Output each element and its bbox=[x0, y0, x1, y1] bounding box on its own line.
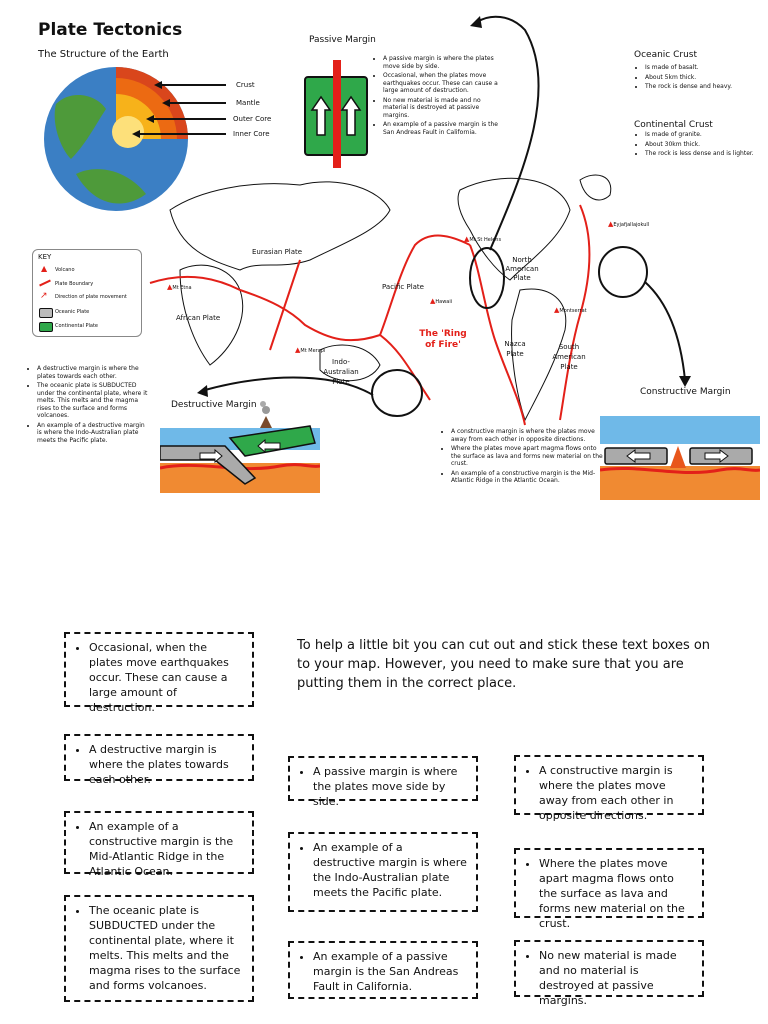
cutout-box[interactable] bbox=[514, 940, 704, 1007]
page-title: Plate Tectonics bbox=[38, 20, 183, 40]
cutout-text: • Where the plates move apart magma flows onto the surface as lava and forms new material on the crust. bbox=[539, 856, 694, 931]
cutout-box[interactable] bbox=[288, 941, 478, 999]
cutout-text: • The oceanic plate is SUBDUCTED under the continental plate, where it melts. This melts and the magma rises to the surface and forms volcanoes. bbox=[89, 903, 244, 993]
mt-st-helens-label: Mt St Helens bbox=[469, 237, 502, 243]
destructive-notes bbox=[26, 365, 148, 446]
cutout-text: • An example of a destructive margin is where the Indo-Australian plate meets the Pacific plate. bbox=[313, 840, 468, 900]
volcano-icon: ▲ bbox=[608, 220, 614, 228]
nazca-plate-label: Nazca Plate bbox=[504, 340, 526, 358]
earth-structure-title: The Structure of the Earth bbox=[38, 49, 169, 60]
constructive-margin-diagram bbox=[600, 408, 760, 500]
volcano-icon: ▲ bbox=[464, 235, 470, 243]
constructive-notes bbox=[440, 428, 605, 487]
passive-margin-title: Passive Margin bbox=[309, 35, 376, 45]
key-continental-plate: Continental Plate bbox=[55, 323, 98, 329]
cutout-text: • An example of a constructive margin is the Mid-Atlantic Ridge in the Atlantic Ocean. bbox=[89, 819, 244, 879]
oceanic-note: • The rock is dense and heavy. bbox=[645, 83, 754, 91]
key-oceanic-plate: Oceanic Plate bbox=[55, 309, 90, 315]
destructive-margin-title: Destructive Margin bbox=[171, 400, 257, 410]
continental-note: • About 30km thick. bbox=[645, 141, 754, 149]
mt-merapi-label: Mt Merapi bbox=[300, 348, 326, 354]
constructive-margin-title: Constructive Margin bbox=[640, 387, 731, 397]
volcano-icon: ▲ bbox=[41, 264, 48, 273]
indo-australian-plate-label: Indo-Australian Plate bbox=[323, 358, 359, 386]
destructive-highlight-circle bbox=[372, 370, 422, 416]
constructive-highlight-circle bbox=[599, 247, 647, 297]
label-crust: Crust bbox=[236, 81, 255, 89]
cutout-text: • A passive margin is where the plates move side by side. bbox=[313, 764, 468, 809]
cutout-box[interactable] bbox=[64, 811, 254, 878]
african-plate-label: African Plate bbox=[176, 314, 221, 322]
cutout-text: • An example of a passive margin is the San Andreas Fault in California. bbox=[313, 949, 468, 994]
destructive-note: • A destructive margin is where the plates towards each other. bbox=[37, 365, 148, 380]
key-direction: Direction of plate movement bbox=[55, 294, 127, 300]
constructive-note: • A constructive margin is where the plates move away from each other in opposite directions. bbox=[451, 428, 605, 443]
destructive-note: • An example of a destructive margin is where the Indo-Australian plate meets the Pacific plate. bbox=[37, 422, 148, 445]
cutout-text: • A destructive margin is where the plates towards each other. bbox=[89, 742, 244, 787]
volcano-icon: ▲ bbox=[167, 283, 173, 291]
passive-note: • A passive margin is where the plates move side by side. bbox=[383, 55, 500, 70]
cutout-box[interactable] bbox=[64, 734, 254, 786]
continental-note: • The rock is less dense and is lighter. bbox=[645, 150, 754, 158]
volcano-icon: ▲ bbox=[554, 306, 560, 314]
ring-of-fire-label: The 'Ring of Fire' bbox=[419, 329, 467, 350]
north-american-plate-label: North American Plate bbox=[505, 256, 539, 282]
cutout-text: • No new material is made and no material is destroyed at passive margins. bbox=[539, 948, 694, 1008]
key-plate-boundary: Plate Boundary bbox=[55, 281, 94, 287]
cutout-text: • A constructive margin is where the plates move away from each other in opposite directions. bbox=[539, 763, 694, 823]
cutout-box[interactable] bbox=[64, 632, 254, 714]
mt-etna-label: Mt Etna bbox=[172, 285, 192, 291]
map-key bbox=[32, 249, 142, 337]
oceanic-note: • About 5km thick. bbox=[645, 74, 754, 82]
constructive-note: • An example of a constructive margin is the Mid-Atlantic Ridge in the Atlantic Ocean. bbox=[451, 470, 605, 485]
volcano-icon: ▲ bbox=[430, 297, 436, 305]
cutout-box[interactable] bbox=[288, 832, 478, 912]
passive-note: • Occasional, when the plates move earthquakes occur. These can cause a large amount of destruction. bbox=[383, 72, 500, 95]
passive-note: • An example of a passive margin is the San Andreas Fault in California. bbox=[383, 121, 500, 136]
montserrat-label: Montserrat bbox=[559, 308, 587, 314]
cutout-box[interactable] bbox=[64, 895, 254, 1002]
cutout-box[interactable] bbox=[288, 756, 478, 808]
direction-arrow-icon: ↗ bbox=[40, 291, 48, 301]
label-mantle: Mantle bbox=[236, 99, 260, 107]
key-volcano: Volcano bbox=[55, 267, 75, 273]
passive-note: • No new material is made and no material is destroyed at passive margins. bbox=[383, 97, 500, 120]
label-outer-core: Outer Core bbox=[233, 115, 272, 123]
oceanic-plate-swatch bbox=[39, 308, 53, 318]
destructive-margin-diagram bbox=[160, 398, 320, 498]
plate-boundary-icon bbox=[39, 280, 51, 287]
continental-note: • Is made of granite. bbox=[645, 131, 754, 139]
cutout-box[interactable] bbox=[514, 848, 704, 930]
label-inner-core: Inner Core bbox=[233, 130, 270, 138]
continental-crust-title: Continental Crust bbox=[634, 120, 713, 130]
south-american-plate-label: South American Plate bbox=[552, 343, 586, 371]
key-title: KEY bbox=[38, 253, 52, 261]
continental-plate-swatch bbox=[39, 322, 53, 332]
eyjafjallajokull-label: Eyjafjallajokull bbox=[613, 222, 650, 228]
constructive-note: • Where the plates move apart magma flows onto the surface as lava and forms new material on the crust. bbox=[451, 445, 605, 468]
cutout-text: • Occasional, when the plates move earthquakes occur. These can cause a large amount of destruction. bbox=[89, 640, 244, 715]
cutout-instruction: To help a little bit you can cut out and stick these text boxes on to your map. However, you need to make sure that you are putting them in the correct place. bbox=[297, 638, 711, 691]
hawaii-label: Hawaii bbox=[435, 299, 453, 305]
passive-highlight-circle bbox=[470, 248, 504, 308]
eurasian-plate-label: Eurasian Plate bbox=[252, 248, 303, 256]
destructive-note: • The oceanic plate is SUBDUCTED under the continental plate, where it melts. This melts and the magma rises to the surface and forms volcanoes. bbox=[37, 382, 148, 420]
pacific-plate-label: Pacific Plate bbox=[382, 283, 424, 291]
oceanic-crust-title: Oceanic Crust bbox=[634, 50, 698, 60]
cutout-box[interactable] bbox=[514, 755, 704, 822]
oceanic-note: • Is made of basalt. bbox=[645, 64, 754, 72]
volcano-icon: ▲ bbox=[295, 346, 301, 354]
